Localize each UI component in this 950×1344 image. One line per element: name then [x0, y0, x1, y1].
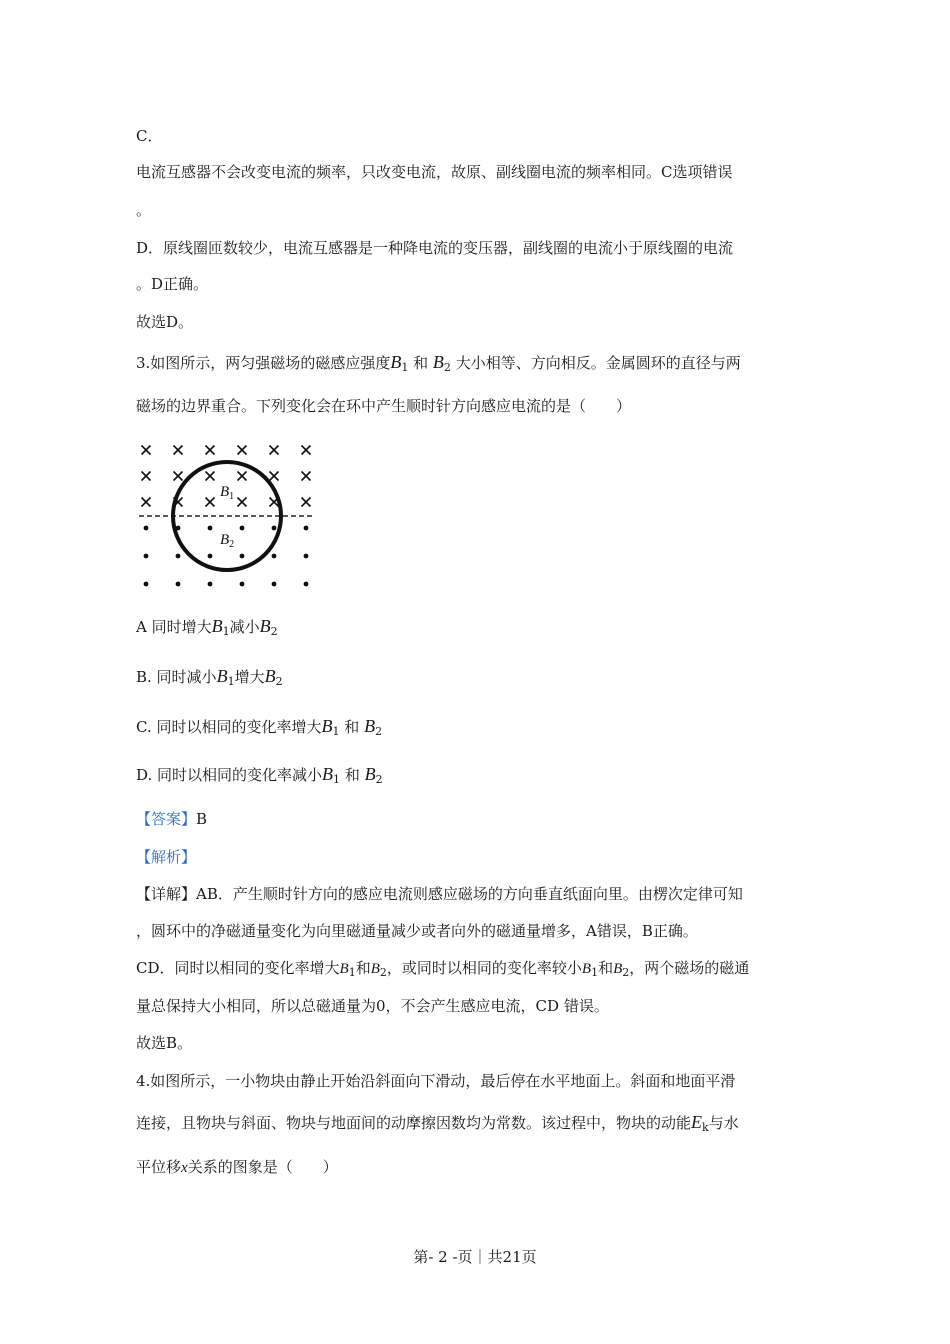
field-cross-mark	[142, 446, 151, 455]
symbol-b: B	[364, 764, 376, 784]
field-dot-mark	[240, 554, 245, 559]
subscript: 2	[443, 361, 451, 374]
field-cross-mark	[206, 446, 215, 455]
field-cross-mark	[302, 472, 311, 481]
answer-value: B	[196, 810, 208, 828]
field-cross-mark	[174, 446, 183, 455]
subscript: 2	[375, 725, 383, 738]
b2-label: $B_2$	[220, 532, 235, 550]
question-3-line-2: 磁场的边界重合。下列变化会在环中产生顺时针方向感应电流的是（ ）	[136, 397, 632, 415]
q4-text: 关系的图象是（ ）	[187, 1158, 338, 1176]
subscript: 1	[401, 361, 409, 374]
field-dot-mark	[208, 526, 213, 531]
detail-text: 和	[598, 959, 614, 977]
field-cross-mark	[270, 446, 279, 455]
field-dot-mark	[304, 582, 309, 587]
option-a	[136, 616, 278, 642]
option-c	[136, 716, 382, 742]
detail-line-4: 量总保持大小相同，所以总磁通量为0，不会产生感应电流，CD 错误。	[136, 997, 609, 1015]
answer-line	[136, 809, 207, 829]
q3-text-b: 和	[413, 354, 429, 372]
symbol-b: B	[216, 666, 228, 686]
symbol-e: E	[691, 1112, 703, 1132]
subscript: 1	[591, 966, 599, 979]
symbol-b: B	[432, 352, 444, 372]
b1-label: $B_1$	[220, 484, 235, 502]
question-3-line-1	[136, 352, 741, 378]
subscript: 1	[222, 625, 230, 638]
subscript: 1	[227, 675, 235, 688]
symbol-b: B	[211, 616, 223, 636]
field-dot-mark	[240, 526, 245, 531]
option-b-text: B. 同时减小	[136, 668, 217, 686]
option-d-mid: 和	[344, 766, 360, 784]
subscript: 2	[375, 773, 383, 786]
question-4-line-2	[136, 1112, 739, 1138]
q3-text-a: 3.如图所示，两匀强磁场的磁感应强度	[136, 354, 391, 372]
detail-text: 和	[355, 959, 371, 977]
symbol-b: B	[264, 666, 276, 686]
option-d	[136, 764, 383, 790]
subscript: 1	[332, 725, 340, 738]
option-a-text: A 同时增大	[136, 618, 212, 636]
question-4-line-1: 4.如图所示，一小物块由静止开始沿斜面向下滑动，最后停在水平地面上。斜面和地面平滑	[136, 1072, 736, 1090]
symbol-b: B	[364, 716, 376, 736]
symbol-b: B	[370, 961, 380, 977]
field-dot-mark	[304, 526, 309, 531]
field-dot-mark	[144, 582, 149, 587]
option-b	[136, 666, 283, 692]
symbol-b: B	[613, 961, 623, 977]
detail-text: ，两个磁场的磁通	[629, 959, 750, 977]
symbol-b: B	[339, 961, 349, 977]
field-cross-mark	[206, 498, 215, 507]
field-dot-mark	[272, 526, 277, 531]
detail-text: ，或同时以相同的变化率较小	[386, 959, 582, 977]
field-dot-mark	[240, 582, 245, 587]
field-cross-mark	[174, 472, 183, 481]
field-dot-mark	[176, 554, 181, 559]
option-c-explanation-end: 。	[136, 201, 152, 219]
subscript: 2	[275, 675, 283, 688]
field-cross-mark	[142, 472, 151, 481]
field-dot-mark	[144, 526, 149, 531]
field-dot-mark	[176, 582, 181, 587]
option-c-text: C. 同时以相同的变化率增大	[136, 718, 322, 736]
symbol-b: B	[581, 961, 592, 977]
field-cross-mark	[206, 472, 215, 481]
q4-text: 平位移	[136, 1158, 182, 1176]
subscript: 2	[379, 966, 387, 979]
magnetic-field-ring-figure	[136, 438, 320, 594]
option-c-label: C．	[136, 127, 163, 145]
field-dot-mark	[272, 554, 277, 559]
field-dot-mark	[144, 554, 149, 559]
option-c-mid: 和	[344, 718, 360, 736]
subscript: 1	[348, 966, 356, 979]
answer-label: 【答案】	[136, 810, 197, 828]
q4-text: 与水	[708, 1114, 739, 1132]
option-d-explanation: D．原线圈匝数较少，电流互感器是一种降电流的变压器，副线圈的电流小于原线圈的电流	[136, 239, 734, 257]
option-d-text: D. 同时以相同的变化率减小	[136, 766, 323, 784]
detail-line-1: 【详解】AB．产生顺时针方向的感应电流则感应磁场的方向垂直纸面向里。由楞次定律可知	[136, 885, 743, 903]
field-dot-mark	[304, 554, 309, 559]
detail-text: CD．同时以相同的变化率增大	[136, 959, 340, 977]
q3-text-c: 大小相等、方向相反。金属圆环的直径与两	[455, 354, 741, 372]
option-b-mid: 增大	[234, 668, 265, 686]
field-cross-mark	[302, 446, 311, 455]
symbol-b: B	[322, 764, 334, 784]
field-cross-mark	[270, 472, 279, 481]
symbol-b: B	[321, 716, 333, 736]
symbol-x: x	[181, 1160, 188, 1176]
question-4-line-3	[136, 1157, 338, 1178]
field-cross-mark	[142, 498, 151, 507]
detail-line-5: 故选B。	[136, 1034, 193, 1052]
field-cross-mark	[302, 498, 311, 507]
subscript: k	[702, 1121, 709, 1134]
option-c-explanation: 电流互感器不会改变电流的频率，只改变电流，故原、副线圈电流的频率相同。C选项错误	[136, 163, 733, 181]
page-footer: 第- 2 -页｜共21页	[413, 1248, 537, 1266]
detail-line-3	[136, 958, 749, 983]
option-a-mid: 减小	[229, 618, 260, 636]
field-dot-mark	[208, 582, 213, 587]
detail-line-2: ，圆环中的净磁通量变化为向里磁通量减少或者向外的磁通量增多，A错误，B正确。	[136, 922, 698, 940]
field-cross-mark	[238, 472, 247, 481]
subscript: 1	[333, 773, 341, 786]
analysis-label: 【解析】	[136, 848, 197, 866]
field-cross-mark	[238, 446, 247, 455]
field-cross-mark	[238, 498, 247, 507]
symbol-b: B	[390, 352, 402, 372]
field-dot-mark	[272, 582, 277, 587]
field-dot-mark	[208, 554, 213, 559]
q4-text: 连接，且物块与斜面、物块与地面间的动摩擦因数均为常数。该过程中，物块的动能	[136, 1114, 692, 1132]
subscript: 2	[622, 966, 630, 979]
choose-d-text: 故选D。	[136, 313, 194, 331]
symbol-b: B	[259, 616, 271, 636]
option-d-explanation-end: 。D正确。	[136, 275, 209, 293]
subscript: 2	[270, 625, 278, 638]
